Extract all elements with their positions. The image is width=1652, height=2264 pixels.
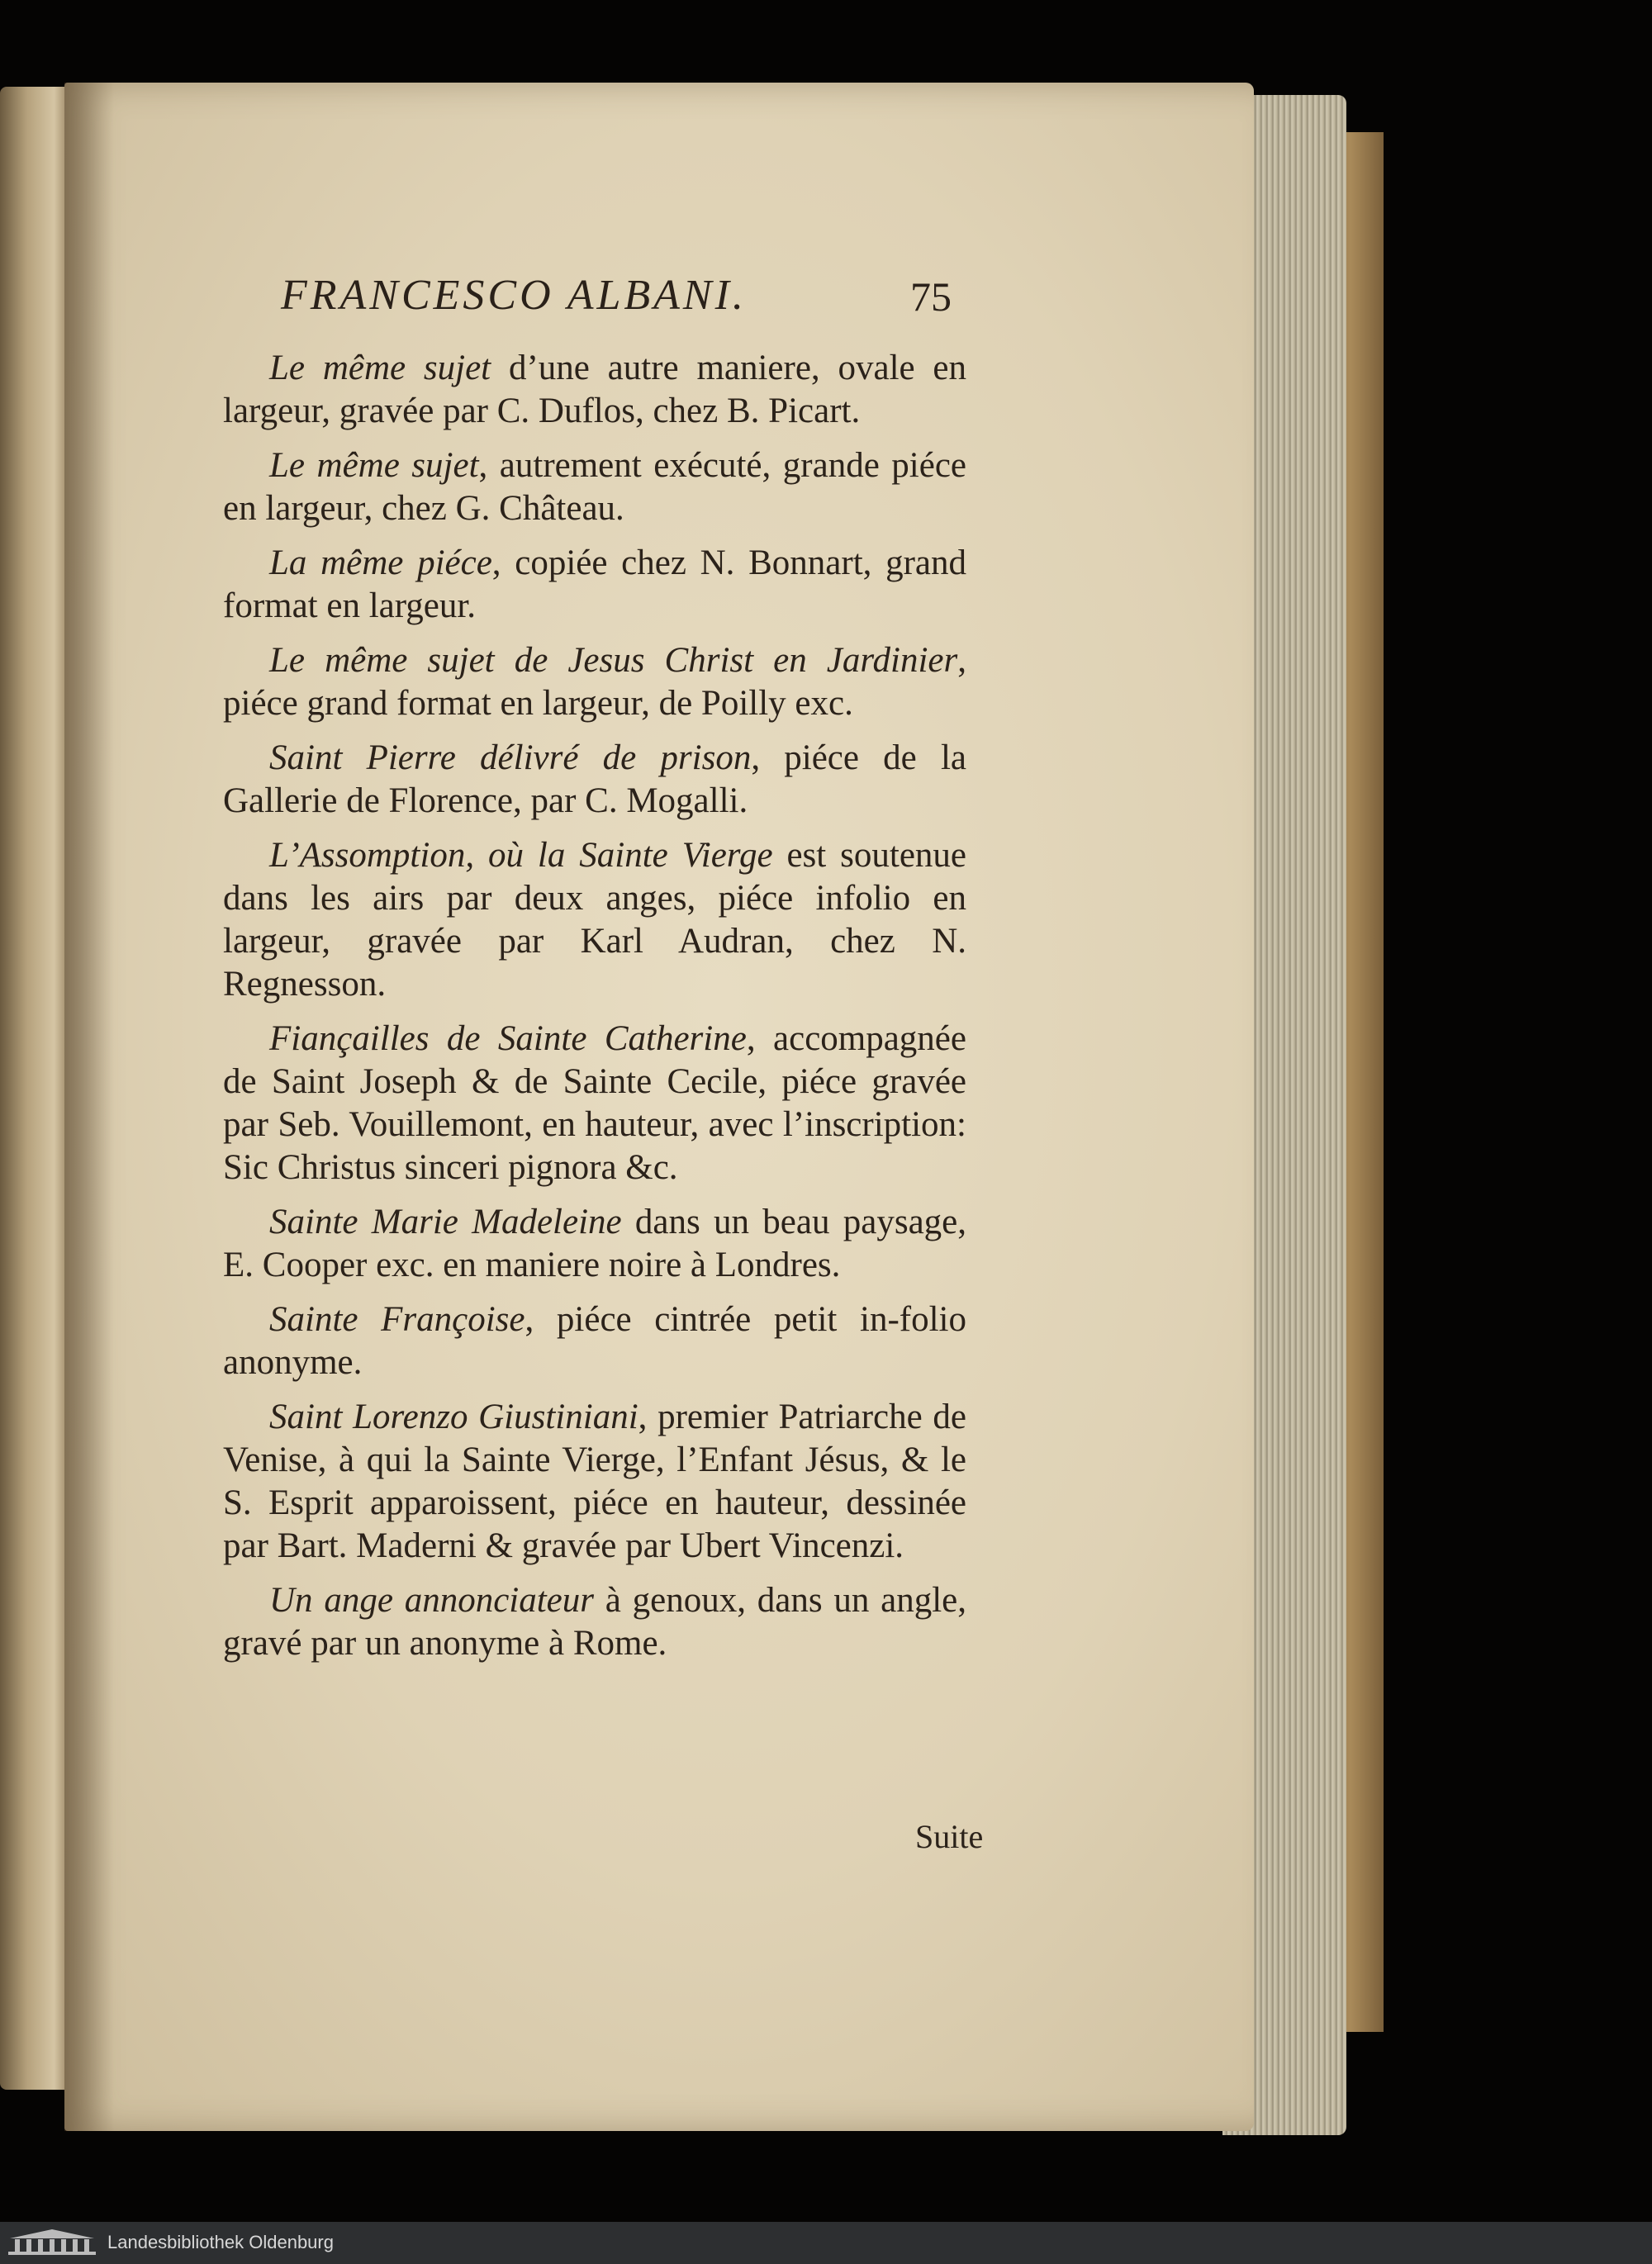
library-name[interactable]: Landesbibliothek Oldenburg xyxy=(107,2232,334,2252)
entry-text: , copiée chez N. Bonnart, grand format en largeur. xyxy=(223,543,966,625)
running-head: FRANCESCO ALBANI. xyxy=(281,272,747,319)
page-number: 75 xyxy=(910,273,952,320)
catalog-entry xyxy=(223,1201,966,1287)
catalog-entry xyxy=(223,347,966,433)
page-text xyxy=(223,347,966,1677)
entry-text: est soutenue dans les airs par deux anges, piéce infolio en largeur, gravée par Karl Audran, chez N. Regnesson. xyxy=(223,836,966,1004)
catchword: Suite xyxy=(915,1818,984,1855)
entry-text: d’une autre maniere, ovale en largeur, gravée par C. Duflos, chez B. Picart. xyxy=(223,349,967,430)
page-gutter-shadow xyxy=(64,83,114,2131)
catalog-entry xyxy=(223,1396,966,1568)
viewer-footer xyxy=(0,2222,1652,2264)
entry-text: à genoux, dans un angle, gravé par un anonyme à Rome. xyxy=(223,1581,967,1663)
entry-title: Le même sujet de Jesus Christ en Jardinier xyxy=(269,641,958,680)
entry-text: dans un beau paysage, E. Cooper exc. en maniere noire à Londres. xyxy=(223,1203,966,1284)
entry-title: Fiançailles de Sainte Catherine xyxy=(269,1019,747,1058)
entry-title: Le même sujet xyxy=(269,446,479,485)
catalog-entry xyxy=(223,639,966,725)
catalog-entry xyxy=(223,444,966,530)
catalog-entry xyxy=(223,1018,966,1189)
entry-title: La même piéce xyxy=(269,543,492,582)
entry-text: , accompagnée de Saint Joseph & de Sainte Cecile, piéce gravée par Seb. Vouillemont, en hauteur, avec l’inscription: Sic Christus sinceri pignora &c. xyxy=(223,1019,966,1187)
entry-title: Le même sujet xyxy=(269,349,491,387)
catalog-entry xyxy=(223,542,966,628)
library-building-icon xyxy=(7,2227,97,2258)
entry-text: , premier Patriarche de Venise, à qui la Sainte Vierge, l’Enfant Jésus, & le S. Esprit apparoissent, piéce en hauteur, dessinée par Bart. Maderni & gravée par Ubert Vincenzi. xyxy=(223,1398,966,1565)
entry-text: , piéce cintrée petit in-folio anonyme. xyxy=(223,1300,966,1382)
entry-title: Un ange annonciateur xyxy=(269,1581,594,1620)
entry-title: Sainte Françoise xyxy=(269,1300,525,1339)
entry-text: , autrement exécuté, grande piéce en largeur, chez G. Château. xyxy=(223,446,966,528)
catalog-entry xyxy=(223,1579,966,1665)
facing-page-edge xyxy=(0,87,68,2090)
entry-title: Saint Lorenzo Giustiniani xyxy=(269,1398,638,1436)
entry-title: Saint Pierre délivré de prison xyxy=(269,738,752,777)
entry-text: , piéce grand format en largeur, de Poilly exc. xyxy=(223,641,966,723)
catalog-entry xyxy=(223,834,966,1006)
entry-title: Sainte Marie Madeleine xyxy=(269,1203,622,1241)
entry-text: , piéce de la Gallerie de Florence, par C. Mogalli. xyxy=(223,738,966,820)
catalog-entry xyxy=(223,737,966,823)
entry-title: L’Assomption, où la Sainte Vierge xyxy=(269,836,773,875)
catalog-entry xyxy=(223,1298,966,1384)
